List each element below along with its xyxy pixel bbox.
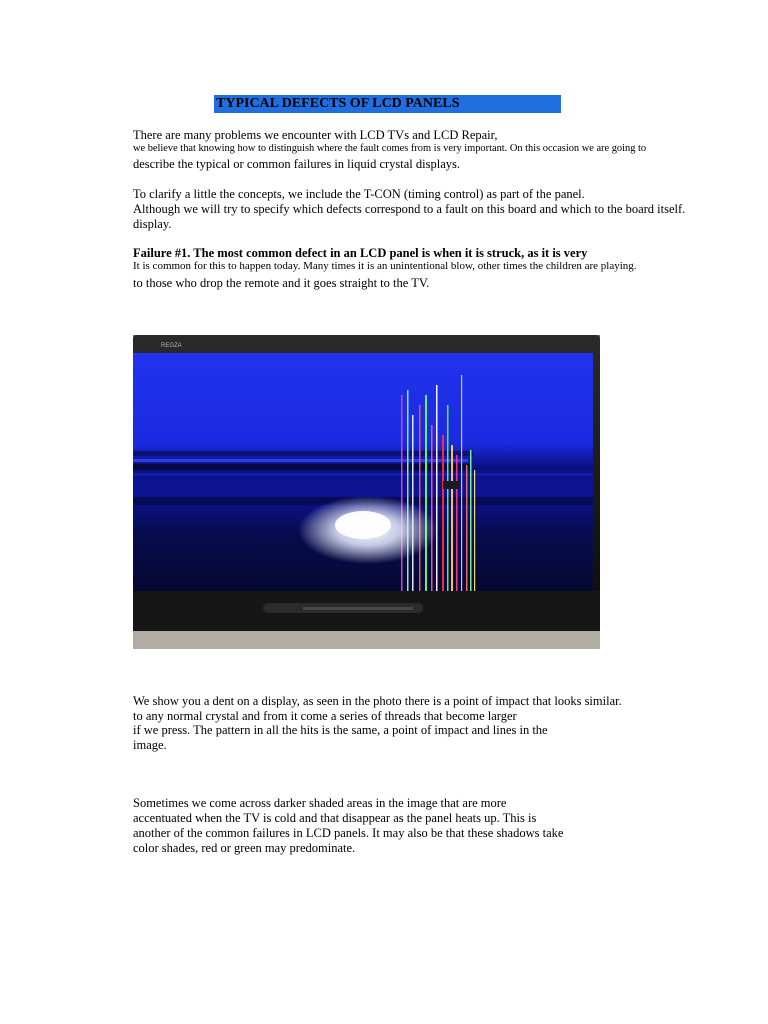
shades-line-4: color shades, red or green may predominate. [133, 841, 356, 855]
damaged-lcd-photo [133, 335, 600, 649]
dent-line-1: We show you a dent on a display, as seen in the photo there is a point of impact that looks similar. [133, 694, 622, 708]
dent-line-3: if we press. The pattern in all the hits is the same, a point of impact and lines in the [133, 723, 548, 737]
intro-line-2: we believe that knowing how to distinguish where the fault comes from is very important. On this occasion we are going to [133, 143, 647, 154]
shades-line-2: accentuated when the TV is cold and that disappear as the panel heats up. This is [133, 811, 537, 825]
tv-brand-logo: REGZA [161, 343, 182, 349]
shades-line-1: Sometimes we come across darker shaded areas in the image that are more [133, 796, 507, 810]
failure1-line-3: to those who drop the remote and it goes straight to the TV. [133, 276, 430, 290]
dent-line-4: image. [133, 738, 167, 752]
intro-line-3: describe the typical or common failures in liquid crystal displays. [133, 157, 461, 171]
clarify-line-2: Although we will try to specify which defects correspond to a fault on this board and which to the board itself. [133, 202, 686, 216]
clarify-line-1: To clarify a little the concepts, we include the T-CON (timing control) as part of the panel. [133, 187, 585, 201]
failure1-line-2: It is common for this to happen today. Many times it is an unintentional blow, other times the children are playing. [133, 260, 637, 272]
shades-line-3: another of the common failures in LCD panels. It may also be that these shadows take [133, 826, 564, 840]
failure1-heading: Failure #1. The most common defect in an LCD panel is when it is struck, as it is very [133, 246, 588, 260]
intro-line-1: There are many problems we encounter with LCD TVs and LCD Repair, [133, 128, 498, 142]
clarify-line-3: display. [133, 217, 172, 231]
dent-line-2: to any normal crystal and from it come a series of threads that become larger [133, 709, 517, 723]
document-title: TYPICAL DEFECTS OF LCD PANELS [214, 95, 561, 113]
